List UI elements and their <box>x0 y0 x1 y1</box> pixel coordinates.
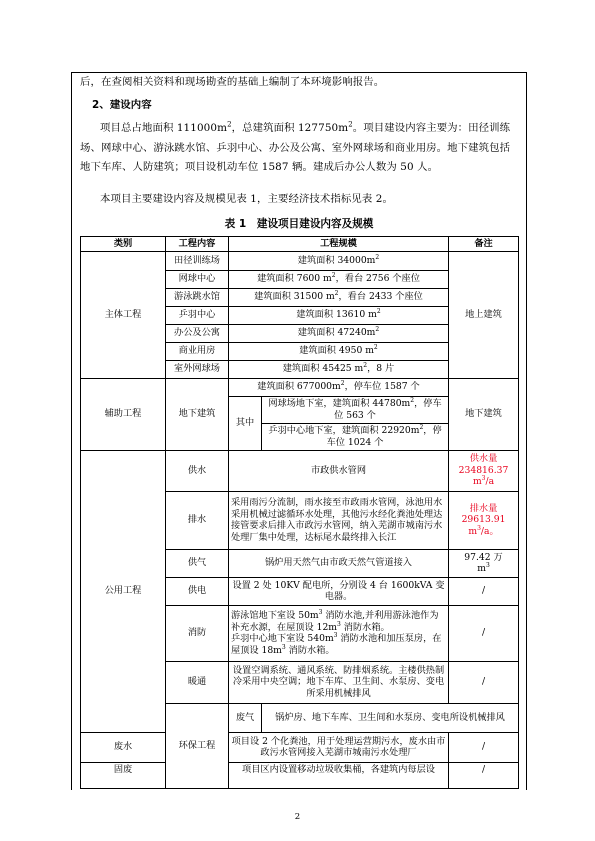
scale-cell: 采用雨污分流制，雨水接至市政雨水管网，泳池用水采用机械过滤循环水处理，其他污水经化粪池处理达接管要求后排入市政污水管网，纳入芜湖市城南污水处理厂集中处理，达标尾水最终排入长江 <box>229 491 449 549</box>
page-frame <box>71 72 527 790</box>
content-cell: 供气 <box>166 549 229 577</box>
scale-cell: 建筑面积 $47240m^2$ <box>229 324 449 342</box>
content-cell: 游泳跳水馆 <box>166 288 229 306</box>
paragraph-intro-end: 后，在查阅相关资料和现场勘查的基础上编制了本环境影响报告。 <box>80 76 385 88</box>
scale-cell: 市政供水管网 <box>229 450 449 491</box>
category-utility: 公用工程 <box>81 450 166 732</box>
page-number: 2 <box>294 812 301 822</box>
scale-cell: 锅炉房、地下车库、卫生间和水泵房、变电所设机械排风 <box>262 703 519 732</box>
note-cell: / <box>449 605 519 661</box>
category-main: 主体工程 <box>81 251 166 378</box>
table-row <box>81 732 519 762</box>
content-cell: 地下建筑 <box>166 378 229 450</box>
content-cell: 室外网球场 <box>166 360 229 378</box>
sub-label-cell: 其中 <box>229 396 262 450</box>
scale-cell: 建筑面积 31500 $m^2$，看台 2433 个座位 <box>229 288 449 306</box>
scale-cell: 乒羽中心地下室，建筑面积 $22920m^2$，停车位 1024 个 <box>262 423 449 450</box>
header-category: 类别 <box>81 237 166 252</box>
note-cell: / <box>449 732 519 762</box>
note-gas-volume: 97.42 万 $m^3$ <box>449 549 519 577</box>
table-header-row <box>81 237 519 252</box>
category-aux: 辅助工程 <box>81 378 166 450</box>
note-cell: / <box>449 661 519 703</box>
table-row <box>81 378 519 396</box>
table-row <box>81 762 519 788</box>
paragraph-project-overview: 项目总占地面积 $111000m^2$，总建筑面积 $127750m^2$。项目建设内容主要为：田径训练场、网球中心、游泳跳水馆、乒羽中心、办公及公寓、室外网球场和商业用房。地下建筑包括地下车库、人防建筑；项目设机动车位 1587 辆。建成后办公人数为 50 人。 <box>80 120 511 173</box>
table-row <box>81 251 519 270</box>
content-cell: 排水 <box>166 491 229 549</box>
note-cell: / <box>449 577 519 605</box>
note-main: 地上建筑 <box>449 251 519 378</box>
scale-cell: 设置 2 处 10KV 配电所，分别设 4 台 1600kVA 变电器。 <box>229 577 449 605</box>
content-cell: 田径训练场 <box>166 251 229 270</box>
scale-cell: 项目区内设置移动垃圾收集桶，各建筑内每层设 <box>229 762 449 788</box>
scale-cell: 项目设 2 个化粪池，用于处理运营期污水，废水由市政污水管网接入芜湖市城南污水处理厂 <box>229 732 449 762</box>
table-row <box>81 450 519 491</box>
table-caption: 表 1 建设项目建设内容及规模 <box>224 218 374 230</box>
paragraph-table-reference: 本项目主要建设内容及规模见表 1，主要经济技术指标见表 2。 <box>100 193 393 205</box>
content-cell: 废气 <box>229 703 262 732</box>
scale-cell: 建筑面积 45425 $m^2$，8 片 <box>229 360 449 378</box>
content-cell: 网球中心 <box>166 270 229 288</box>
header-scale: 工程规模 <box>229 237 449 252</box>
content-cell: 固废 <box>81 762 166 788</box>
content-cell: 办公及公寓 <box>166 324 229 342</box>
note-aux: 地下建筑 <box>449 378 519 450</box>
scale-cell: 建筑面积 13610 $m^2$ <box>229 306 449 324</box>
scale-cell: 网球场地下室，建筑面积 $44780m^2$，停车位 563 个 <box>262 396 449 423</box>
scale-cell: 锅炉用天然气由市政天然气管道接入 <box>229 549 449 577</box>
content-cell: 消防 <box>166 605 229 661</box>
note-water-volume: 供水量 234816.37 $m^3/a$ <box>449 450 519 491</box>
construction-table <box>80 236 519 789</box>
scale-cell: 设置空调系统、通风系统、防排烟系统。主楼供热制冷采用中央空调；地下车库、卫生间、水泵房、变电所采用机械排风 <box>229 661 449 703</box>
note-drain-volume: 排水量 29613.91 $m^3/a$。 <box>449 491 519 549</box>
content-cell: 暖通 <box>166 661 229 703</box>
header-content: 工程内容 <box>166 237 229 252</box>
note-cell: / <box>449 762 519 788</box>
content-cell: 废水 <box>81 732 166 762</box>
scale-cell: 建筑面积 $677000m^2$，停车位 1587 个 <box>229 378 449 396</box>
content-cell: 供水 <box>166 450 229 491</box>
scale-cell: 建筑面积 7600 $m^2$，看台 2756 个座位 <box>229 270 449 288</box>
scale-cell: 建筑面积 $34000m^2$ <box>229 251 449 270</box>
scale-cell: 游泳馆地下室设 $50m^3$ 消防水池,并利用游泳池作为补充水源，在屋顶设 $12m^3$ 消防水箱。 乒羽中心地下室设 $540m^3$ 消防水池和加压泵房，在屋顶设 $18m^3$ 消防水箱。 <box>229 605 449 661</box>
content-cell: 商业用房 <box>166 342 229 360</box>
category-env: 环保工程 <box>166 703 229 788</box>
scale-cell: 建筑面积 4950 $m^2$ <box>229 342 449 360</box>
section-heading-construction: 2、建设内容 <box>92 99 152 111</box>
header-note: 备注 <box>449 237 519 252</box>
content-cell: 乒羽中心 <box>166 306 229 324</box>
content-cell: 供电 <box>166 577 229 605</box>
